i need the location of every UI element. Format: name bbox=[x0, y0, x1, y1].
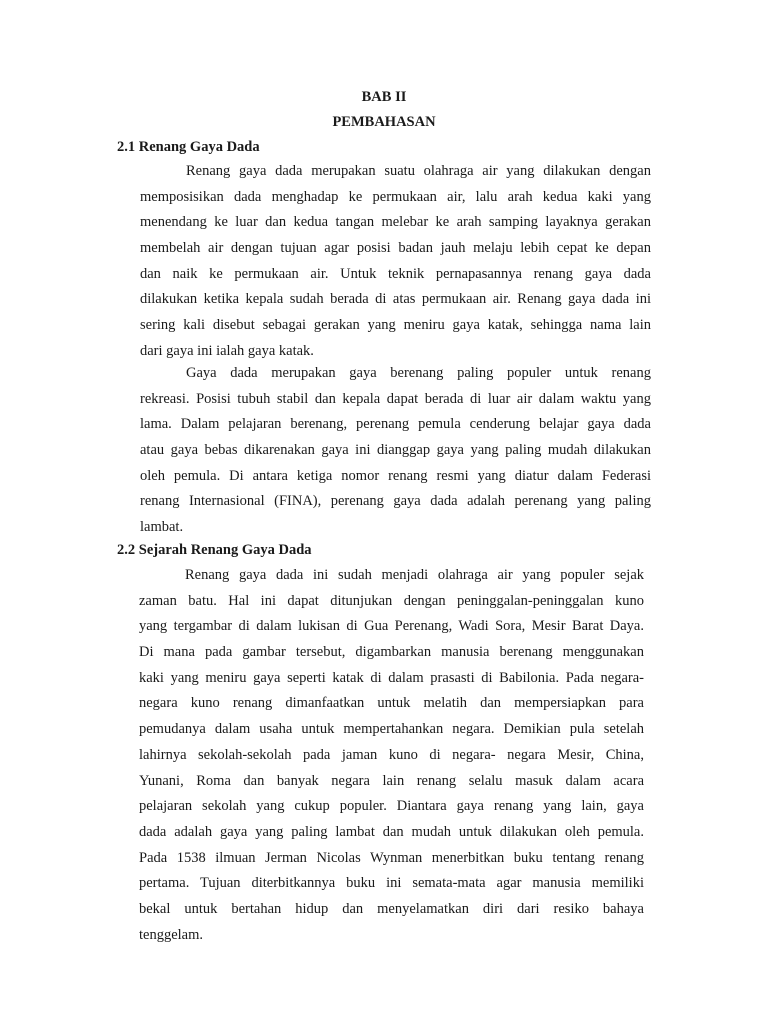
text-line: oleh pemula. Di antara ketiga nomor renang resmi yang diatur dalam Federasi bbox=[140, 467, 651, 484]
text-line: Pada 1538 ilmuan Jerman Nicolas Wynman menerbitkan buku tentang renang bbox=[139, 849, 644, 866]
text-line: pelajaran sekolah yang cukup populer. Diantara gaya renang yang lain, gaya bbox=[139, 798, 644, 815]
text-line: kaki yang meniru gaya seperti katak di dalam prasasti di Babilonia. Pada negara- bbox=[139, 669, 644, 686]
text-line: Yunani, Roma dan banyak negara lain renang selalu masuk dalam acara bbox=[139, 772, 644, 789]
text-line: pertama. Tujuan diterbitkannya buku ini semata-mata agar manusia memiliki bbox=[139, 875, 644, 892]
text-line: dada adalah gaya yang paling lambat dan mudah untuk dilakukan oleh pemula. bbox=[139, 823, 644, 840]
chapter-title: PEMBAHASAN bbox=[332, 114, 436, 130]
chapter-label: BAB II bbox=[361, 89, 407, 105]
text-line: lama. Dalam pelajaran berenang, perenang pemula cenderung belajar gaya dada bbox=[140, 416, 651, 433]
text-line: membelah air dengan tujuan agar posisi badan jauh melaju lebih cepat ke depan bbox=[140, 240, 651, 257]
text-line: negara kuno renang dimanfaatkan untuk melatih dan mempersiapkan para bbox=[139, 695, 644, 712]
text-line: renang Internasional (FINA), perenang gaya dada adalah perenang yang paling bbox=[140, 493, 651, 510]
text-line: lahirnya sekolah-sekolah pada jaman kuno di negara- negara Mesir, China, bbox=[139, 746, 644, 763]
text-line: zaman batu. Hal ini dapat ditunjukan dengan peninggalan-peninggalan kuno bbox=[139, 592, 644, 609]
text-line: Renang gaya dada merupakan suatu olahraga air yang dilakukan dengan bbox=[186, 163, 651, 179]
paragraph-2-1-b bbox=[140, 361, 651, 541]
section-heading-2-1: 2.1 Renang Gaya Dada bbox=[117, 139, 260, 155]
text-line: Gaya dada merupakan gaya berenang paling populer untuk renang bbox=[186, 365, 651, 381]
text-line: bekal untuk bertahan hidup dan menyelamatkan diri dari resiko bahaya bbox=[139, 900, 644, 917]
text-line: yang tergambar di dalam lukisan di Gua Perenang, Wadi Sora, Mesir Barat Daya. bbox=[139, 618, 644, 635]
text-line: lambat. bbox=[140, 519, 184, 536]
text-line: pemudanya dalam usaha untuk mempertahankan negara. Demikian pula setelah bbox=[139, 721, 644, 738]
text-line: menendang ke luar dan kedua tangan melebar ke arah samping layaknya gerakan bbox=[140, 214, 651, 231]
paragraph-2-2 bbox=[139, 563, 644, 948]
text-line: dan naik ke permukaan air. Untuk teknik pernapasannya renang gaya dada bbox=[140, 265, 651, 282]
text-line: dari gaya ini ialah gaya katak. bbox=[140, 342, 314, 359]
text-line: memposisikan dada menghadap ke permukaan air, lalu arah kedua kaki yang bbox=[140, 188, 651, 205]
text-line: Renang gaya dada ini sudah menjadi olahraga air yang populer sejak bbox=[185, 567, 644, 583]
text-line: sering kali disebut sebagai gerakan yang meniru gaya katak, sehingga nama lain bbox=[140, 317, 651, 334]
text-line: tenggelam. bbox=[139, 926, 204, 943]
text-line: atau gaya bebas dikarenakan gaya ini dianggap gaya yang paling mudah dilakukan bbox=[140, 442, 651, 459]
text-line: dilakukan ketika kepala sudah berada di atas permukaan air. Renang gaya dada ini bbox=[140, 291, 651, 308]
text-line: rekreasi. Posisi tubuh stabil dan kepala dapat berada di luar air dalam waktu yang bbox=[140, 390, 651, 407]
section-heading-2-2: 2.2 Sejarah Renang Gaya Dada bbox=[117, 542, 312, 558]
paragraph-2-1-a bbox=[140, 159, 651, 365]
text-line: Di mana pada gambar tersebut, digambarkan manusia berenang menggunakan bbox=[139, 644, 644, 661]
